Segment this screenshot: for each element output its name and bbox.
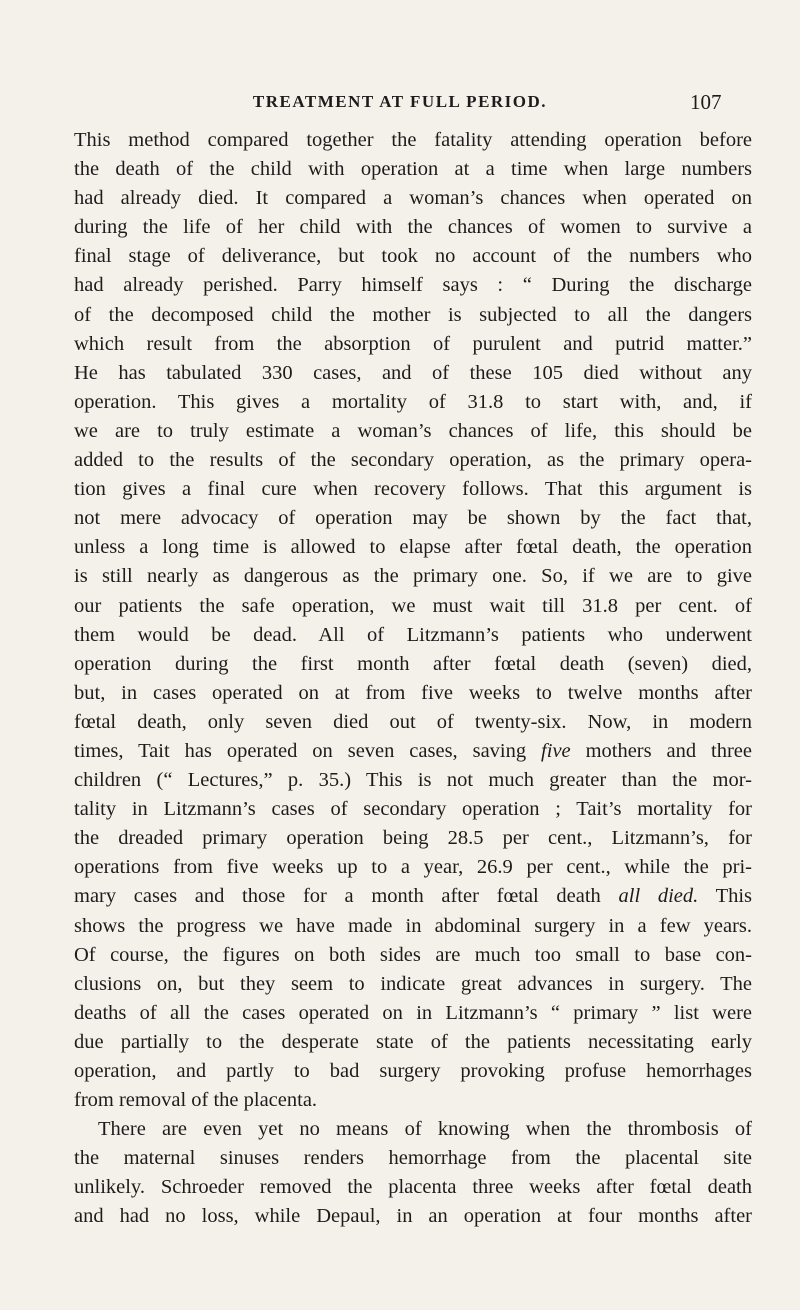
text-line: we are to truly estimate a woman’s chances of life, this should be [74,419,752,442]
text-line: operation. This gives a mortality of 31.8 to start with, and, if [74,390,752,413]
text-line-with-italic [74,737,752,766]
text-line: of the decomposed child the mother is subjected to all the dangers [74,303,752,326]
text-line: clusions on, but they seem to indicate great advances in surgery. The [74,972,752,995]
text-line: but, in cases operated on at from five weeks to twelve months after [74,681,752,704]
text-line-with-italic [74,882,752,911]
page-number: 107 [690,90,722,114]
body-text [74,126,752,1232]
text-line: Of course, the figures on both sides are much too small to base con- [74,943,752,966]
text-line: from removal of the placenta. [74,1089,318,1112]
text-line: due partially to the desperate state of the patients necessitating early [74,1030,752,1053]
text-line: the death of the child with operation at a time when large numbers [74,158,752,181]
text-line: them would be dead. All of Litzmann’s patients who underwent [74,623,752,646]
text-line: unless a long time is allowed to elapse after fœtal death, the operation [74,536,752,559]
text-line: added to the results of the secondary operation, as the primary opera- [74,449,752,472]
text-line: This method compared together the fatality attending operation before [74,129,752,151]
text-line: tality in Litzmann’s cases of secondary operation ; Tait’s mortality for [74,798,752,821]
text-line: not mere advocacy of operation may be shown by the fact that, [74,507,752,530]
text-line: deaths of all the cases operated on in Litzmann’s “ primary ” list were [74,1001,752,1024]
text-segment: mary cases and those for a month after fœtal death [74,885,601,908]
text-line: operation, and partly to bad surgery provoking profuse hemorrhages [74,1060,752,1082]
text-line: There are even yet no means of knowing when the thrombosis of [98,1118,752,1141]
text-line: which result from the absorption of purulent and putrid matter.” [74,332,752,355]
text-line: operations from five weeks up to a year, 26.9 per cent., while the pri- [74,856,752,879]
text-segment: times, Tait has operated on seven cases, saving [74,739,527,762]
text-line: had already died. It compared a woman’s chances when operated on [74,187,752,210]
paragraph-1 [74,126,752,1115]
italic-word: five [541,739,571,762]
text-line: children (“ Lectures,” p. 35.) This is not much greater than the mor- [74,769,752,792]
text-line: He has tabulated 330 cases, and of these 105 died without any [74,361,752,384]
running-title: TREATMENT AT FULL PERIOD. [252,92,548,111]
text-line: and had no loss, while Depaul, in an operation at four months after [74,1205,752,1228]
text-line: unlikely. Schroeder removed the placenta three weeks after fœtal death [74,1176,752,1199]
text-line: the dreaded primary operation being 28.5 per cent., Litzmann’s, for [74,827,752,850]
text-line: the maternal sinuses renders hemorrhage from the placental site [74,1147,752,1170]
italic-phrase: all died. [618,885,699,908]
text-line: during the life of her child with the chances of women to survive a [74,216,752,239]
text-line: is still nearly as dangerous as the primary one. So, if we are to give [74,565,752,588]
running-head [0,90,800,118]
text-line: fœtal death, only seven died out of twenty-six. Now, in modern [74,710,752,733]
text-segment: This [715,885,753,908]
text-line: tion gives a final cure when recovery follows. That this argument is [74,478,752,501]
text-line: shows the progress we have made in abdominal surgery in a few years. [74,914,752,937]
paragraph-2 [74,1115,752,1231]
text-line: operation during the first month after fœtal death (seven) died, [74,652,752,675]
text-line: our patients the safe operation, we must wait till 31.8 per cent. of [74,594,752,617]
text-line: had already perished. Parry himself says : “ During the discharge [74,274,752,297]
text-segment: mothers and three [585,739,753,762]
text-line: final stage of deliverance, but took no account of the numbers who [74,245,752,268]
